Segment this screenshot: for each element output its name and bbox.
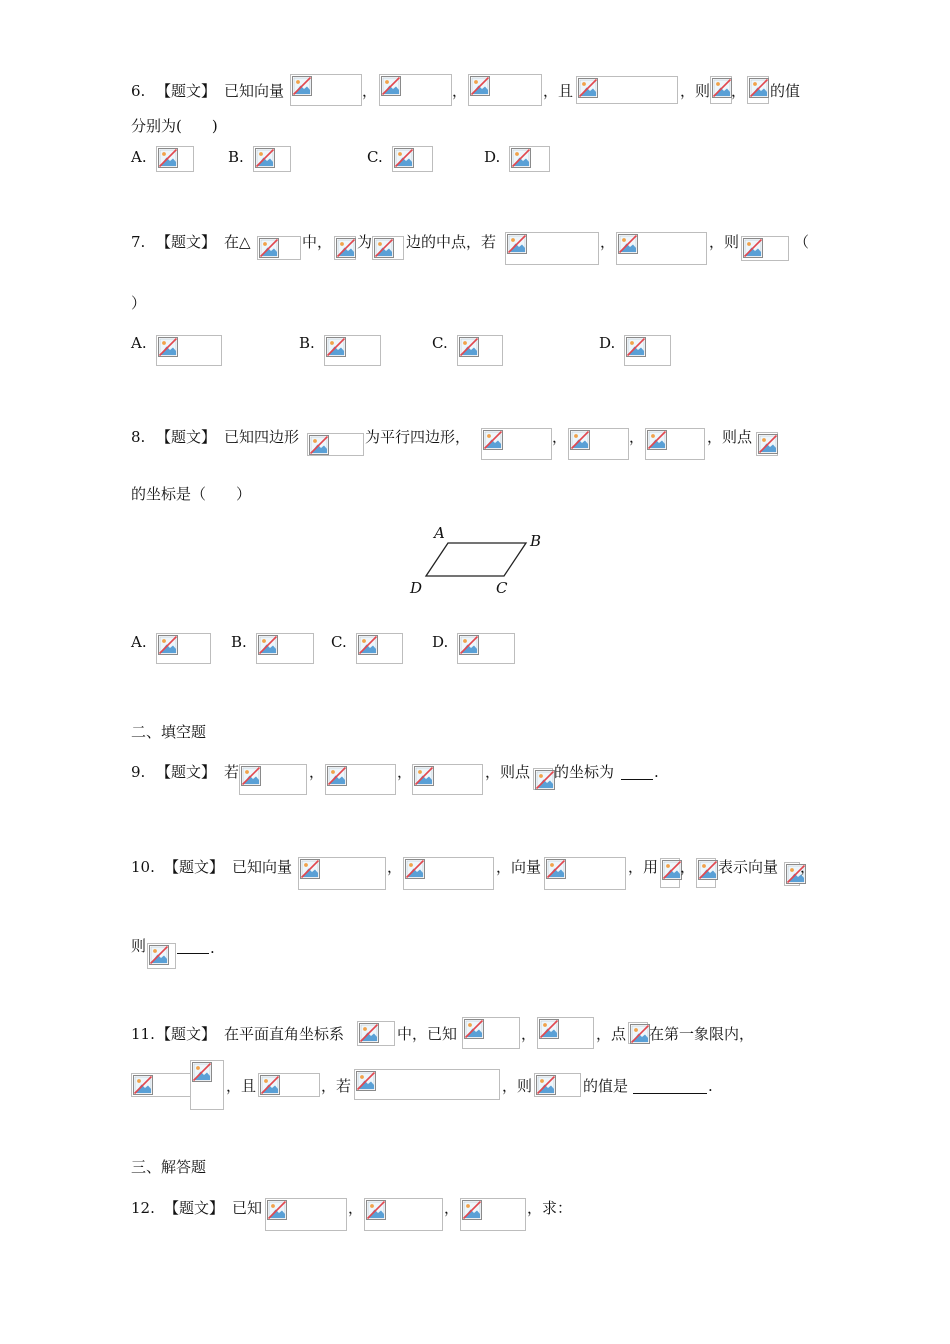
vertex-label-a: A [434, 524, 445, 542]
q11-tag: 【题文】 [156, 1025, 217, 1043]
parallelogram-figure [400, 518, 560, 600]
q10-punct: ， [387, 858, 403, 876]
q8-tag: 【题文】 [156, 428, 217, 446]
broken-image-icon [253, 146, 291, 172]
answer-blank[interactable] [621, 779, 653, 780]
q11-text: 在第一象限内， [649, 1025, 755, 1043]
q7-tag: 【题文】 [156, 233, 217, 251]
q6-text: 的值 [770, 82, 801, 100]
broken-image-icon [298, 857, 386, 890]
q9-tag: 【题文】 [156, 763, 217, 781]
broken-image-icon [628, 1022, 648, 1044]
q9-punct: . [654, 763, 659, 781]
q7-option-label: D. [599, 334, 616, 352]
broken-image-icon [741, 236, 789, 261]
broken-image-icon [239, 764, 307, 795]
q6-option-label: C. [367, 148, 383, 166]
q6-option-label: B. [228, 148, 244, 166]
broken-image-icon [645, 428, 705, 460]
q7-punct: （ [794, 233, 810, 251]
broken-image-icon [156, 633, 211, 664]
broken-image-icon [534, 1073, 581, 1097]
q9-text: ，则点 [485, 763, 531, 781]
section-heading-fill-in: 二、填空题 [131, 723, 207, 741]
q6-tag: 【题文】 [156, 82, 217, 100]
broken-image-icon [156, 335, 222, 366]
q6-option-label: A. [131, 148, 147, 166]
q7-punct: ） [131, 294, 147, 312]
q6-number: 6. [131, 82, 146, 100]
q11-text: ，若 [321, 1077, 352, 1095]
q10-punct: ， [800, 858, 816, 876]
answer-blank[interactable] [177, 953, 209, 954]
q9-text: 若 [224, 763, 240, 781]
broken-image-icon [131, 1073, 191, 1097]
broken-image-icon [256, 633, 314, 664]
q6-text: ，且 [543, 82, 574, 100]
broken-image-icon [457, 335, 503, 366]
q10-text: 则 [131, 937, 147, 955]
q10-text: ，用 [628, 858, 659, 876]
broken-image-icon [334, 236, 356, 260]
q8-text: 已知四边形 [224, 428, 300, 446]
broken-image-icon [756, 432, 778, 456]
q11-text: ，点 [596, 1025, 627, 1043]
broken-image-icon [364, 1198, 443, 1231]
q10-number: 10. [131, 858, 155, 876]
q8-option-label: A. [131, 633, 147, 651]
q6-option-label: D. [484, 148, 501, 166]
q11-punct: . [708, 1077, 713, 1095]
vertex-label-c: C [496, 579, 508, 597]
q7-punct: ， [600, 233, 616, 251]
q12-number: 12. [131, 1199, 155, 1217]
broken-image-icon [190, 1060, 224, 1110]
q7-option-label: A. [131, 334, 147, 352]
broken-image-icon [392, 146, 433, 172]
broken-image-icon [412, 764, 483, 795]
q8-text: 为平行四边形， [365, 428, 471, 446]
broken-image-icon [468, 74, 542, 106]
broken-image-icon [325, 764, 396, 795]
broken-image-icon [505, 232, 599, 265]
q6-punct: ， [731, 82, 747, 100]
broken-image-icon [616, 232, 707, 265]
broken-image-icon [462, 1017, 520, 1049]
answer-blank[interactable] [633, 1093, 707, 1094]
broken-image-icon [356, 633, 403, 664]
q7-text: 为 [357, 233, 373, 251]
q11-punct: ， [521, 1025, 537, 1043]
q9-punct: ， [397, 763, 413, 781]
section-heading-solve: 三、解答题 [131, 1158, 207, 1176]
q10-punct: ， [680, 858, 696, 876]
broken-image-icon [457, 633, 515, 664]
broken-image-icon [147, 943, 176, 969]
broken-image-icon [568, 428, 629, 460]
q11-text: ，且 [226, 1077, 257, 1095]
broken-image-icon [258, 1073, 320, 1097]
q8-option-label: C. [331, 633, 347, 651]
q7-option-label: B. [299, 334, 315, 352]
broken-image-icon [544, 857, 626, 890]
q7-text: 边的中点，若 [406, 233, 497, 251]
q7-text: ，则 [709, 233, 740, 251]
q6-punct: ， [362, 82, 378, 100]
broken-image-icon [379, 74, 452, 106]
broken-image-icon [257, 236, 301, 260]
q7-text: 在△ [224, 233, 251, 251]
q10-text: ，向量 [496, 858, 542, 876]
q8-option-label: B. [231, 633, 247, 651]
broken-image-icon [576, 76, 678, 104]
q11-text: ，则 [502, 1077, 533, 1095]
vertex-label-b: B [530, 532, 542, 550]
q8-number: 8. [131, 428, 146, 446]
q10-tag: 【题文】 [164, 858, 225, 876]
vertex-label-d: D [410, 579, 423, 597]
broken-image-icon [324, 335, 381, 366]
broken-image-icon [509, 146, 550, 172]
q10-text: 已知向量 [232, 858, 293, 876]
q12-punct: ， [348, 1199, 364, 1217]
q9-punct: ， [309, 763, 325, 781]
q8-punct: ， [552, 428, 568, 446]
q6-text: 已知向量 [224, 82, 285, 100]
q9-text: 的坐标为 [554, 763, 615, 781]
broken-image-icon [460, 1198, 526, 1231]
q11-number: 11. [131, 1025, 155, 1043]
q12-punct: ， [444, 1199, 460, 1217]
q8-text: ，则点 [707, 428, 753, 446]
broken-image-icon [533, 768, 553, 790]
q7-option-label: C. [432, 334, 448, 352]
broken-image-icon [624, 335, 671, 366]
broken-image-icon [537, 1017, 594, 1049]
q10-punct: . [210, 939, 215, 957]
q12-text: ，求： [527, 1199, 573, 1217]
broken-image-icon [747, 76, 769, 104]
q7-text: 中， [302, 233, 333, 251]
broken-image-icon [265, 1198, 347, 1231]
broken-image-icon [357, 1021, 395, 1046]
q10-text: 表示向量 [718, 858, 779, 876]
broken-image-icon [481, 428, 552, 460]
broken-image-icon [660, 858, 680, 888]
q9-number: 9. [131, 763, 146, 781]
broken-image-icon [372, 236, 404, 260]
broken-image-icon [710, 76, 732, 104]
broken-image-icon [403, 857, 494, 890]
q6-text: 分别为( ) [131, 117, 218, 135]
broken-image-icon [156, 146, 194, 172]
broken-image-icon [290, 74, 362, 106]
q7-number: 7. [131, 233, 146, 251]
q12-tag: 【题文】 [164, 1199, 225, 1217]
parallelogram-shape [426, 543, 526, 576]
broken-image-icon [784, 862, 800, 886]
q6-text: ，则 [680, 82, 711, 100]
q11-text: 的值是 [583, 1077, 629, 1095]
q12-text: 已知 [232, 1199, 263, 1217]
q8-text: 的坐标是（ ） [131, 485, 252, 503]
q11-text: 在平面直角坐标系 [224, 1025, 345, 1043]
broken-image-icon [307, 433, 364, 456]
q6-punct: ， [452, 82, 468, 100]
q8-punct: ， [629, 428, 645, 446]
q8-option-label: D. [432, 633, 449, 651]
q11-text: 中，已知 [397, 1025, 458, 1043]
broken-image-icon [696, 858, 716, 888]
broken-image-icon [354, 1069, 500, 1100]
